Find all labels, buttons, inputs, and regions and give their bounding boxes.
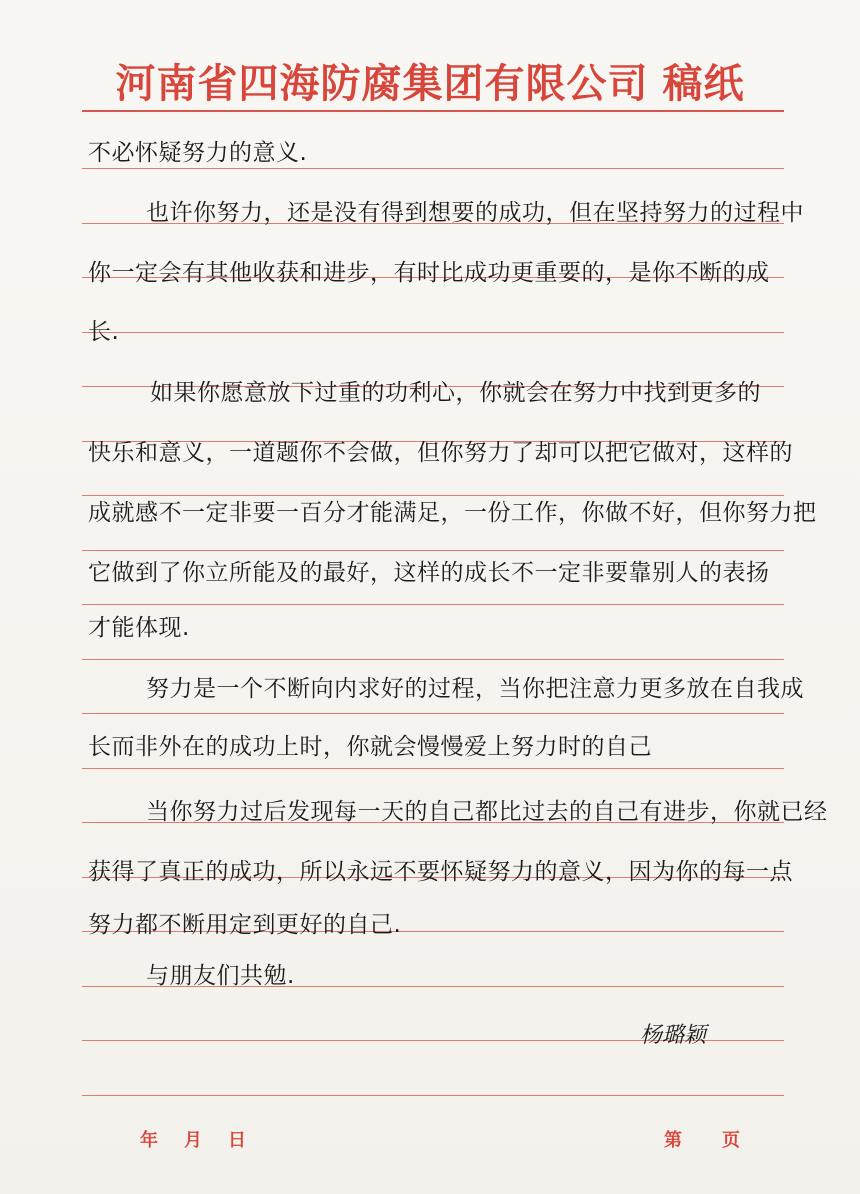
ruled-line <box>82 713 784 714</box>
text-line: 如果你愿意放下过重的功利心，你就会在努力中找到更多的 <box>150 380 761 406</box>
text-line: 你一定会有其他收获和进步，有时比成功更重要的，是你不断的成 <box>88 260 770 286</box>
text-line: 获得了真正的成功，所以永远不要怀疑努力的意义，因为你的每一点 <box>88 859 793 885</box>
ruled-line <box>82 659 784 660</box>
text-line: 努力是一个不断向内求好的过程，当你把注意力更多放在自我成 <box>146 676 804 702</box>
text-line: 长. <box>88 319 120 345</box>
text-line: 它做到了你立所能及的最好，这样的成长不一定非要靠别人的表扬 <box>88 560 770 586</box>
page-prefix-label: 第 <box>664 1130 682 1151</box>
page-suffix-label: 页 <box>722 1130 740 1151</box>
month-label: 月 <box>184 1130 202 1151</box>
page-field <box>664 1126 780 1152</box>
paper-type: 稿纸 <box>662 60 745 107</box>
ruled-line <box>82 550 784 551</box>
ruled-line <box>82 604 784 605</box>
date-field <box>140 1126 272 1152</box>
text-line: 成就感不一定非要一百分才能满足，一份工作，你做不好，但你努力把 <box>88 500 817 526</box>
ruled-line <box>82 168 784 169</box>
ruled-line <box>82 768 784 769</box>
signature: 杨璐颖 <box>640 1023 707 1048</box>
text-line: 不必怀疑努力的意义. <box>88 140 308 166</box>
ruled-line <box>82 332 784 333</box>
text-line: 才能体现. <box>88 615 190 641</box>
text-line: 快乐和意义，一道题你不会做，但你努力了却可以把它做对，这样的 <box>88 440 793 466</box>
ruled-line <box>82 1095 784 1096</box>
text-line: 长而非外在的成功上时，你就会慢慢爱上努力时的自己 <box>88 734 652 760</box>
text-line: 当你努力过后发现每一天的自己都比过去的自己有进步，你就已经 <box>146 799 828 825</box>
day-label: 日 <box>228 1130 246 1151</box>
company-name: 河南省四海防腐集团有限公司 <box>115 60 649 107</box>
text-line: 努力都不断用定到更好的自己. <box>88 912 402 938</box>
year-label: 年 <box>140 1130 158 1151</box>
text-line: 也许你努力，还是没有得到想要的成功，但在坚持努力的过程中 <box>146 200 804 226</box>
text-line: 与朋友们共勉. <box>146 963 295 989</box>
paper-header <box>0 52 860 109</box>
ruled-line <box>82 110 784 112</box>
